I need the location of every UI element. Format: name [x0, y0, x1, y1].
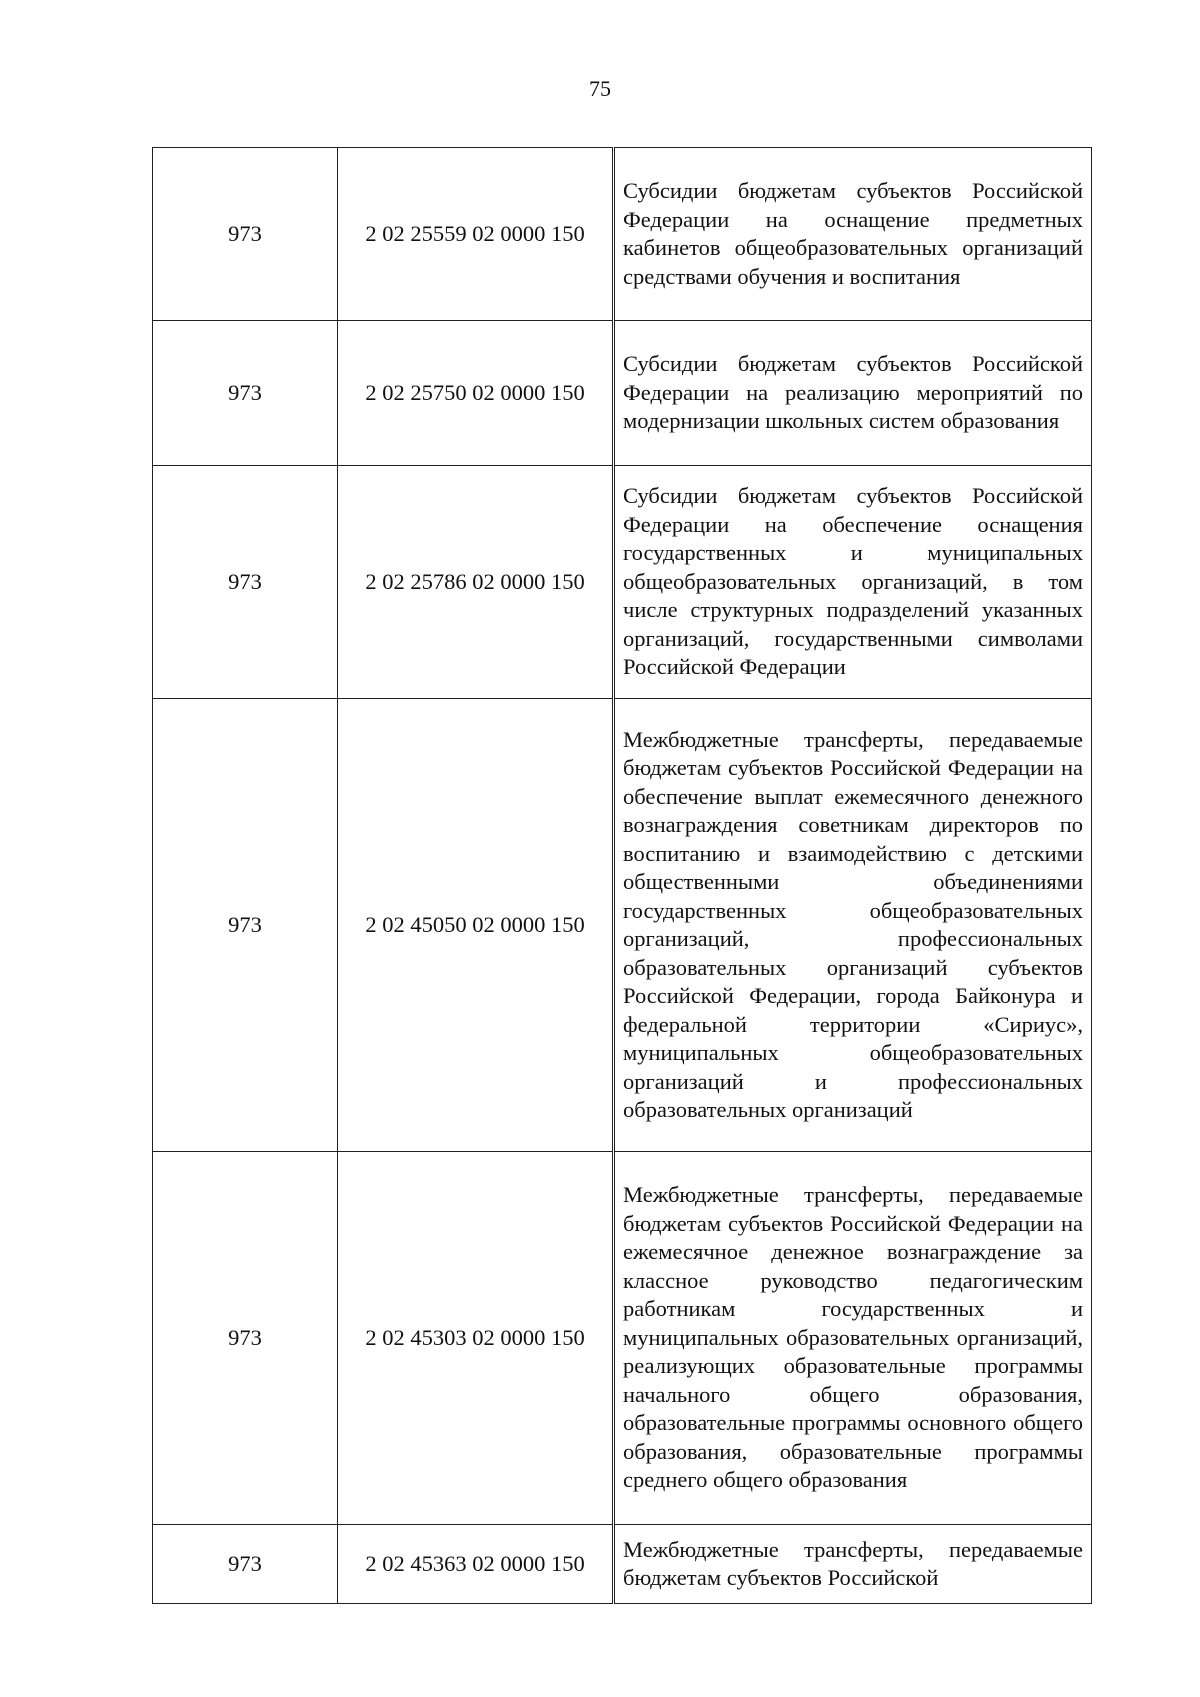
description-cell: Субсидии бюджетам субъектов Российской Федерации на обеспечение оснащения государственных и муниципальных общеобразовательных организаций, в том числе структурных подразделений указанных организаций, государственными символами Российской Федерации	[614, 466, 1092, 699]
description-cell: Межбюджетные трансферты, передаваемые бюджетам субъектов Российской Федерации на обеспечение выплат ежемесячного денежного вознаграждения советникам директоров по воспитанию и взаимодействию с детскими общественными объединениями государственных общеобразовательных организаций, профессиональных образовательных организаций субъектов Российской Федерации, города Байконура и федеральной территории «Сириус», муниципальных общеобразовательных организаций и профессиональных образовательных организаций	[614, 699, 1092, 1152]
description-cell: Межбюджетные трансферты, передаваемые бюджетам субъектов Российской	[614, 1525, 1092, 1604]
budget-code-cell: 2 02 45363 02 0000 150	[338, 1525, 614, 1604]
budget-code-cell: 2 02 45303 02 0000 150	[338, 1152, 614, 1525]
admin-code-cell: 973	[153, 1525, 338, 1604]
budget-code-cell: 2 02 25750 02 0000 150	[338, 321, 614, 466]
budget-code-cell: 2 02 25786 02 0000 150	[338, 466, 614, 699]
page-number: 75	[589, 76, 611, 101]
description-cell: Субсидии бюджетам субъектов Российской Федерации на оснащение предметных кабинетов общеобразовательных организаций средствами обучения и воспитания	[614, 148, 1092, 321]
admin-code-cell: 973	[153, 1152, 338, 1525]
budget-codes-table	[152, 147, 1092, 1604]
table-row	[153, 1525, 1092, 1604]
table-row	[153, 1152, 1092, 1525]
admin-code-cell: 973	[153, 699, 338, 1152]
table-row	[153, 321, 1092, 466]
table-row	[153, 466, 1092, 699]
admin-code-cell: 973	[153, 321, 338, 466]
admin-code-cell: 973	[153, 148, 338, 321]
budget-code-cell: 2 02 25559 02 0000 150	[338, 148, 614, 321]
description-cell: Межбюджетные трансферты, передаваемые бюджетам субъектов Российской Федерации на ежемесячное денежное вознаграждение за классное руководство педагогическим работникам государственных и муниципальных образовательных организаций, реализующих образовательные программы начального общего образования, образовательные программы основного общего образования, образовательные программы среднего общего образования	[614, 1152, 1092, 1525]
description-cell: Субсидии бюджетам субъектов Российской Федерации на реализацию мероприятий по модернизации школьных систем образования	[614, 321, 1092, 466]
table-row	[153, 148, 1092, 321]
budget-code-cell: 2 02 45050 02 0000 150	[338, 699, 614, 1152]
admin-code-cell: 973	[153, 466, 338, 699]
table-row	[153, 699, 1092, 1152]
